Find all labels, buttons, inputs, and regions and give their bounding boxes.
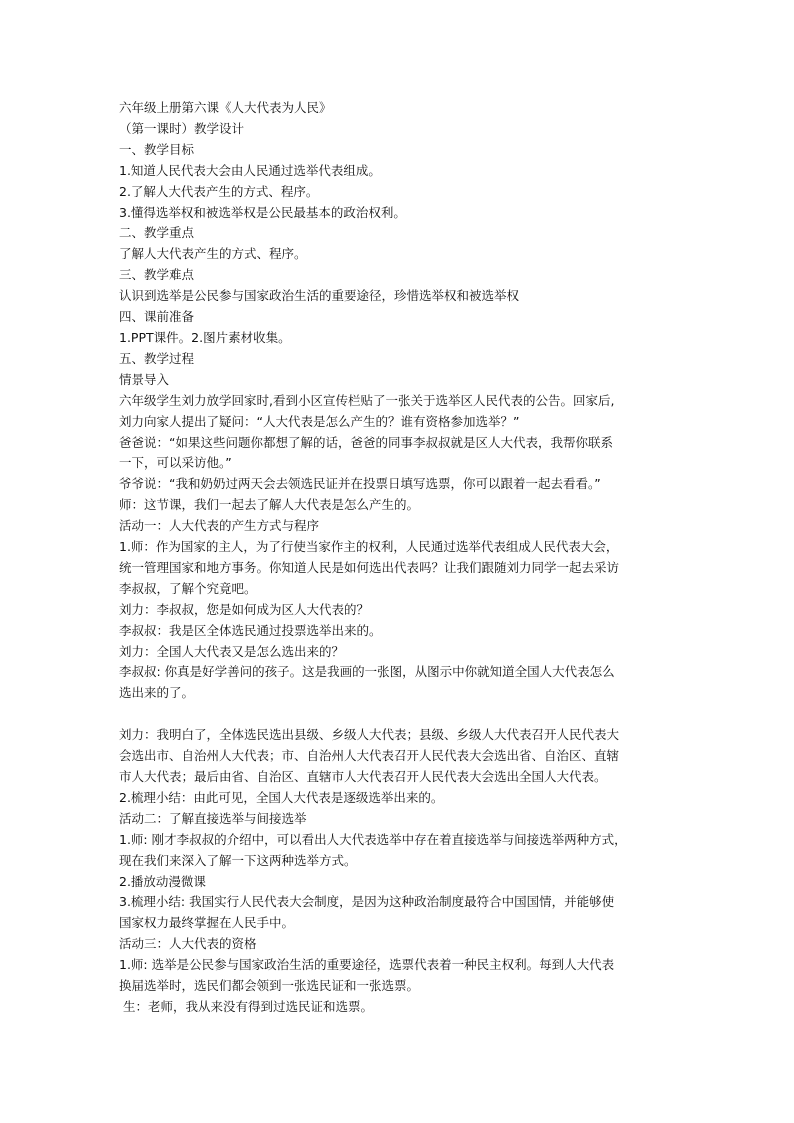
- activity-one-line: 李叔叔: 你真是好学善问的孩子。这是我画的一张图，从图示中你就知道全国人大代表怎么: [119, 664, 615, 680]
- activity-two-line: 3.梳理小结: 我国实行人民代表大会制度，是因为这种政治制度最符合中国国情，并能够使: [119, 894, 615, 910]
- intro-line: 爷爷说：“我和奶奶过两天会去领选民证并在投票日填写选票，你可以跟着一起去看看。”: [119, 476, 601, 492]
- activity-one-line: 李叔叔，了解个究竟吧。: [119, 580, 257, 596]
- activity-two-line: 现在我们来深入了解一下这两种选举方式。: [119, 852, 357, 868]
- section-heading-difficulty: 三、教学难点: [119, 267, 195, 283]
- activity-one-heading: 活动一：人大代表的产生方式与程序: [119, 518, 320, 534]
- activity-two-line: 国家权力最终掌握在人民手中。: [119, 915, 295, 931]
- document-subtitle: （第一课时）教学设计: [119, 120, 245, 136]
- activity-one-line: 刘力：李叔叔，您是如何成为区人大代表的？: [119, 601, 370, 617]
- activity-two-line: 1.师: 刚才李叔叔的介绍中，可以看出人大代表选举中存在着直接选举与间接选举两种方式，: [119, 831, 627, 847]
- document-body: [119, 98, 691, 1018]
- preparation-text: 1.PPT课件。2.图片素材收集。: [119, 329, 291, 345]
- activity-one-line: 选出来的了。: [119, 685, 195, 701]
- intro-line: 刘力向家人提出了疑问：“人大代表是怎么产生的？谁有资格参加选举？”: [119, 413, 520, 429]
- activity-one-line: 会选出市、自治州人大代表；市、自治州人大代表召开人民代表大会选出省、自治区、直辖: [119, 748, 620, 764]
- intro-line: 师：这节课，我们一起去了解人大代表是怎么产生的。: [119, 497, 420, 513]
- activity-one-line: 李叔叔：我是区全体选民通过投票选举出来的。: [119, 622, 382, 638]
- activity-two-line: 2.播放动漫微课: [119, 873, 206, 889]
- section-heading-preparation: 四、课前准备: [119, 309, 195, 325]
- activity-three-line: 换届选举时，选民们都会领到一张选民证和一张选票。: [119, 978, 420, 994]
- goal-item: 3.懂得选举权和被选举权是公民最基本的政治权利。: [119, 204, 406, 220]
- activity-three-line: 1.师: 选举是公民参与国家政治生活的重要途径，选票代表着一种民主权利。每到人大代表: [119, 957, 615, 973]
- intro-line: 爸爸说：“如果这些问题你都想了解的话，爸爸的同事李叔叔就是区人大代表，我帮你联系: [119, 434, 613, 450]
- section-heading-goals: 一、教学目标: [119, 141, 195, 157]
- activity-one-line: 2.梳理小结：由此可见，全国人大代表是逐级选举出来的。: [119, 789, 444, 805]
- goal-item: 2.了解人大代表产生的方式、程序。: [119, 183, 319, 199]
- activity-two-heading: 活动二：了解直接选举与间接选举: [119, 810, 307, 826]
- document-title: 六年级上册第六课《人大代表为人民》: [119, 100, 332, 115]
- difficulty-text: 认识到选举是公民参与国家政治生活的重要途径，珍惜选举权和被选举权: [119, 288, 520, 304]
- intro-line: 一下，可以采访他。”: [119, 455, 232, 471]
- activity-three-line: 生：老师，我从来没有得到过选民证和选票。: [123, 998, 374, 1014]
- activity-one-line: 市人大代表；最后由省、自治区、直辖市人大代表召开人民代表大会选出全国人大代表。: [119, 768, 607, 784]
- activity-one-line: 统一管理国家和地方事务。你知道人民是如何选出代表吗？让我们跟随刘力同学一起去采访: [119, 559, 620, 575]
- activity-one-line: 1.师：作为国家的主人，为了行使当家作主的权利，人民通过选举代表组成人民代表大会，: [119, 539, 619, 555]
- empty-line: [119, 704, 691, 725]
- section-heading-focus: 二、教学重点: [119, 225, 195, 241]
- section-heading-process: 五、教学过程: [119, 350, 195, 366]
- goal-item: 1.知道人民代表大会由人民通过选举代表组成。: [119, 162, 381, 178]
- intro-line: 六年级学生刘力放学回家时,看到小区宣传栏贴了一张关于选举区人民代表的公告。回家后,: [119, 392, 615, 408]
- intro-heading: 情景导入: [119, 371, 170, 387]
- activity-one-line: 刘力：我明白了，全体选民选出县级、乡级人大代表；县级、乡级人大代表召开人民代表大: [119, 727, 620, 743]
- focus-text: 了解人大代表产生的方式、程序。: [119, 246, 307, 262]
- activity-one-line: 刘力：全国人大代表又是怎么选出来的？: [119, 643, 345, 659]
- activity-three-heading: 活动三：人大代表的资格: [119, 936, 257, 952]
